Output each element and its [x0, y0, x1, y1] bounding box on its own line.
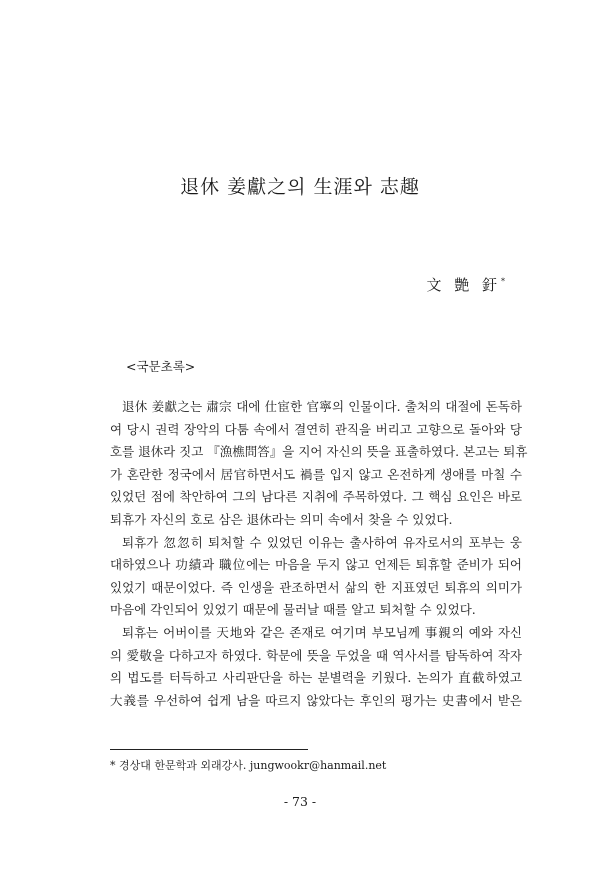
- abstract-body: [110, 396, 528, 712]
- text-line: 호를 退休라 짓고 『漁樵問答』을 지어 자신의 뜻을 표출하였다. 본고는 퇴휴: [110, 444, 528, 460]
- text-line: 退休 姜獻之는 肅宗 대에 仕宦한 官寧의 인물이다. 출처의 대절에 돈독하: [122, 399, 522, 414]
- text-line: 있었기 때문이었다. 즉 인생을 관조하면서 삶의 한 지표였던 퇴휴의 의미가: [110, 579, 522, 595]
- text-line: 대하였으나 功績과 職位에는 마음을 두지 않고 언제든 퇴휴할 준비가 되어: [110, 557, 522, 573]
- page-number: - 73 -: [283, 794, 317, 809]
- footnote: * 경상대 한문학과 외래강사. jungwookr@hanmail.net: [110, 759, 387, 772]
- author-name: 文 艶 釪: [426, 276, 501, 294]
- abstract-paragraph-1: [110, 396, 528, 532]
- text-line: 여 당시 권력 장악의 다툼 속에서 결연히 관직을 버리고 고향으로 돌아와 당: [110, 421, 522, 437]
- abstract-label: <국문초록>: [126, 359, 196, 374]
- text-line: 퇴휴가 자신의 호로 삼은 退休라는 의미 속에서 찾을 수 있었다.: [110, 511, 453, 527]
- footnote-divider: [110, 749, 308, 750]
- author-line: [426, 274, 505, 295]
- text-line: 의 愛敬을 다하고자 하였다. 학문에 뜻을 두었을 때 역사서를 탐독하여 작자: [110, 647, 522, 663]
- text-line: 퇴휴는 어버이를 天地와 같은 존재로 여기며 부모님께 事親의 예와 자신: [122, 624, 522, 640]
- text-line: 마음에 각인되어 있었기 때문에 물러날 때를 알고 퇴처할 수 있었다.: [110, 602, 476, 618]
- text-line: 퇴휴가 忽忽히 퇴처할 수 있었던 이유는 출사하여 유자로서의 포부는 웅: [122, 534, 522, 550]
- text-line: 있었던 점에 착안하여 그의 남다른 지취에 주목하였다. 그 핵심 요인은 바로: [110, 489, 522, 505]
- abstract-paragraph-2: [110, 532, 522, 622]
- author-footnote-marker: *: [501, 277, 505, 286]
- abstract-paragraph-3: [110, 622, 522, 712]
- text-line: 大義를 우선하여 쉽게 남을 따르지 않았다는 후인의 평가는 史書에서 받은: [110, 692, 522, 708]
- text-line: 가 혼란한 정국에서 居官하면서도 禍를 입지 않고 온전하게 생애를 마칠 수: [110, 466, 522, 482]
- text-line: 의 법도를 터득하고 사리판단을 하는 분별력을 키웠다. 논의가 直截하였고: [110, 670, 522, 686]
- paper-title: 退休 姜獻之의 生涯와 志趣: [180, 176, 420, 198]
